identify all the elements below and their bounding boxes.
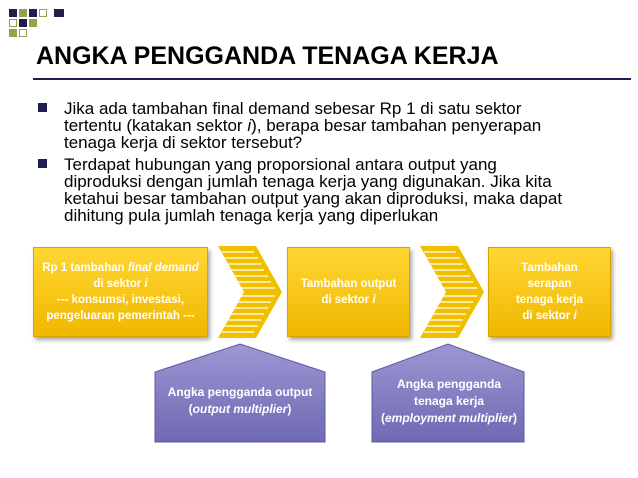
bullet-line: ketahui besar tambahan output yang akan diproduksi, maka dapat [64, 189, 563, 208]
bullet-line: tertentu (katakan sektor i), berapa besar tambahan penyerapan [64, 116, 542, 135]
deco-square [19, 29, 27, 37]
bullet-line: tenaga kerja di sektor tersebut? [64, 133, 303, 152]
deco-square [55, 10, 631, 16]
deco-square [39, 9, 47, 17]
bullet-item [38, 156, 618, 224]
bullet-item [38, 100, 618, 151]
labor-absorption-box: Tambahan serapan tenaga kerja di sektor i [488, 247, 611, 337]
title-underline [33, 78, 631, 80]
bullet-line: diproduksi dengan jumlah tenaga kerja yang digunakan. Jika kita [64, 172, 552, 191]
deco-square [9, 29, 17, 37]
chevron-arrow-icon [420, 246, 484, 338]
bullet-line: Jika ada tambahan final demand sebesar Rp 1 di satu sektor [64, 99, 522, 118]
output-increase-box: Tambahan output di sektor i [287, 247, 410, 337]
deco-square [19, 9, 27, 17]
chevron-arrow-icon [218, 246, 282, 338]
deco-square [19, 19, 27, 27]
slide-title: ANGKA PENGGANDA TENAGA KERJA [36, 42, 499, 70]
final-demand-box: Rp 1 tambahan final demand di sektor i --- konsumsi, investasi, pengeluaran pemerintah --- [33, 247, 208, 337]
bullet-line: dihitung pula jumlah tenaga kerja yang diperlukan [64, 206, 439, 225]
employment-multiplier-label: Angka pengganda tenaga kerja (employment multiplier) [380, 377, 518, 425]
output-multiplier-label: Angka pengganda output (output multiplier) [167, 385, 313, 416]
deco-square [29, 9, 37, 17]
deco-square [29, 19, 37, 27]
deco-square [9, 19, 17, 27]
bullet-text [64, 156, 618, 224]
bullet-marker [38, 159, 47, 168]
bullet-line: Terdapat hubungan yang proporsional antara output yang [64, 155, 497, 174]
bullet-text [64, 100, 618, 151]
deco-square [9, 9, 17, 17]
deco-square [54, 9, 64, 17]
bullet-marker [38, 103, 47, 112]
